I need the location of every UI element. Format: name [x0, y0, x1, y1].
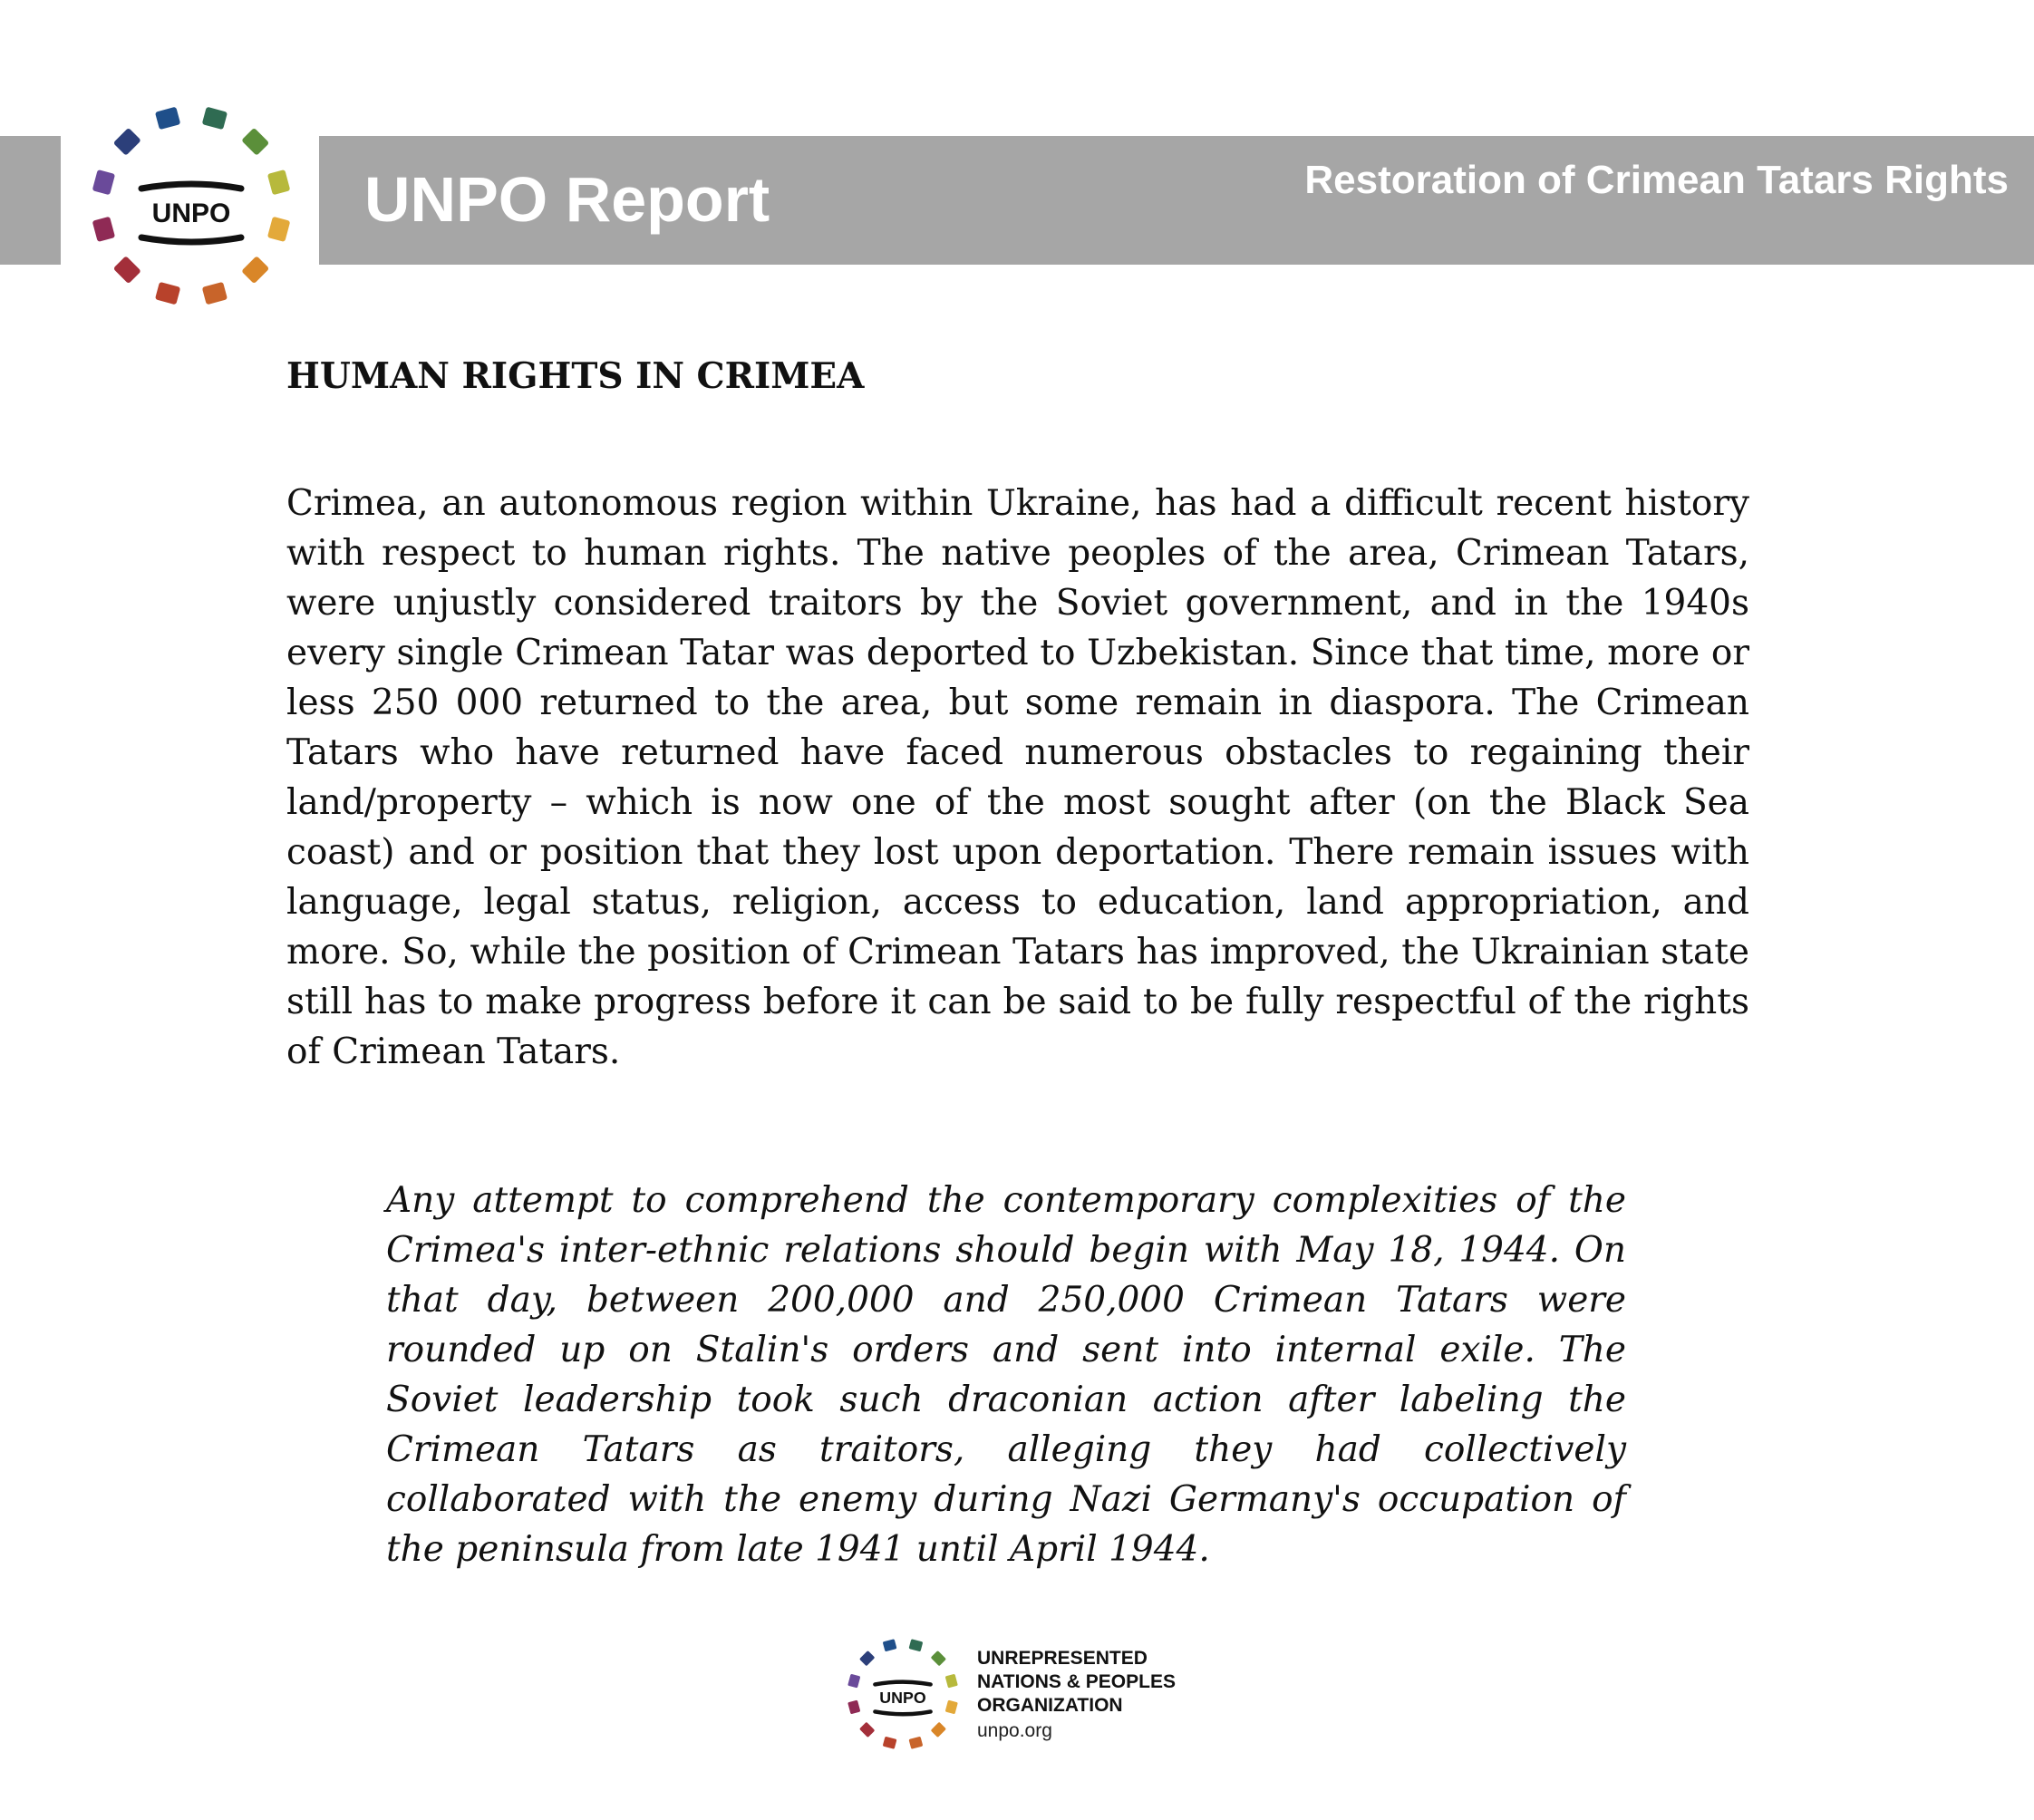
block-quote: Any attempt to comprehend the contemporary complexities of the Crimea's inter-ethnic relations should begin with May 18, 1944. On that day, between 200,000 and 250,000 Crimean Tatars were rounded up on Stalin's orders and sent into internal exile. The Soviet leadership took such draconian action after labeling the Crimean Tatars as traitors, alleging they had collectively collaborated with the enemy during Nazi Germany's occupation of the peninsula from late 1941 until April 1944.	[386, 1180, 1626, 1570]
header-bar-left	[0, 136, 61, 265]
unpo-logo	[87, 102, 295, 310]
logo-ring-segment	[155, 282, 180, 305]
org-name-line: UNREPRESENTED	[977, 1648, 1148, 1669]
logo-ring-segment	[909, 1737, 924, 1749]
unpo-footer-logo	[845, 1636, 961, 1752]
logo-ring-segment	[909, 1639, 924, 1651]
report-subtitle: Restoration of Crimean Tatars Rights	[1304, 158, 2009, 202]
logo-ring-segment	[931, 1722, 946, 1738]
org-name-line: ORGANIZATION	[977, 1695, 1123, 1716]
footer-logo-text: UNPO	[879, 1689, 926, 1708]
org-url[interactable]: unpo.org	[977, 1720, 1052, 1741]
logo-ring-segment	[92, 217, 116, 242]
logo-ring-segment	[945, 1700, 958, 1715]
report-label: UNPO Report	[364, 164, 770, 235]
logo-ring-segment	[883, 1737, 897, 1749]
logo-text: UNPO	[151, 198, 231, 228]
logo-ring-segment	[945, 1674, 958, 1689]
logo-ring-segment	[202, 107, 228, 131]
section-heading: HUMAN RIGHTS IN CRIMEA	[286, 355, 865, 397]
body-paragraph: Crimea, an autonomous region within Ukraine, has had a difficult recent history with respect to human rights. The native peoples of the area, Crimean Tatars, were unjustly considered traitors by the Soviet government, and in the 1940s every single Crimean Tatar was deported to Uzbekistan. Since that time, more or less 250 000 returned to the area, but some remain in diaspora. The Crimean Tatars who have returned have faced numerous obstacles to regaining their land/property – which is now one of the most sought after (on the Black Sea coast) and or position that they lost upon deportation. There remain issues with language, legal status, religion, access to education, land appropriation, and more. So, while the position of Crimean Tatars has improved, the Ukrainian state still has to make progress before it can be said to be fully respectful of the rights of Crimean Tatars.	[286, 483, 1749, 1072]
logo-ring-segment	[848, 1674, 860, 1689]
logo-ring-segment	[267, 169, 291, 195]
logo-ring-segment	[113, 256, 141, 284]
logo-ring-segment	[241, 256, 269, 284]
logo-ring-segment	[202, 282, 228, 305]
footer	[845, 1636, 1207, 1754]
logo-ring-segment	[848, 1700, 860, 1715]
logo-ring-segment	[883, 1639, 897, 1651]
logo-ring-segment	[155, 107, 180, 131]
logo-ring-segment	[113, 128, 141, 156]
org-name	[977, 1647, 1176, 1718]
logo-ring-segment	[267, 217, 291, 242]
logo-ring-segment	[859, 1651, 875, 1666]
org-name-line: NATIONS & PEOPLES	[977, 1671, 1176, 1692]
logo-ring-segment	[859, 1722, 875, 1738]
logo-ring-segment	[241, 128, 269, 156]
logo-ring-segment	[92, 169, 116, 195]
logo-ring-segment	[931, 1651, 946, 1666]
